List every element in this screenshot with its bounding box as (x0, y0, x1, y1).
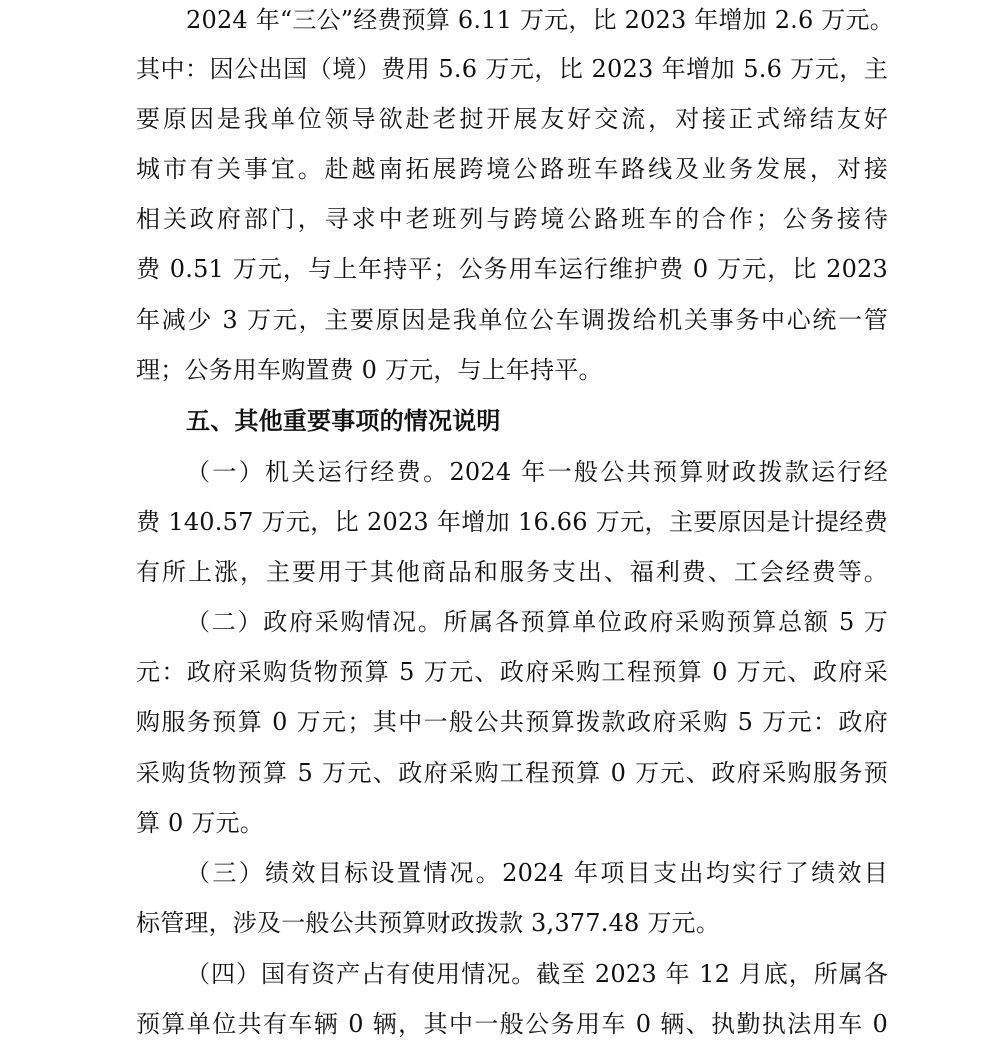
text-line: 理；公务用车购置费 0 万元，与上年持平。 (136, 356, 603, 384)
text-line: 城市有关事宜。赴越南拓展跨境公路班车路线及业务发展，对接 (136, 155, 888, 183)
text-line: 年减少 3 万元，主要原因是我单位公车调拨给机关事务中心统一管 (136, 306, 888, 334)
text-line: （二）政府采购情况。所属各预算单位政府采购预算总额 5 万 (186, 608, 888, 636)
text-line: 费 0.51 万元，与上年持平；公务用车运行维护费 0 万元，比 2023 (136, 255, 888, 283)
text-line: 元：政府采购货物预算 5 万元、政府采购工程预算 0 万元、政府采 (136, 658, 888, 686)
text-line: 预算单位共有车辆 0 辆，其中一般公务用车 0 辆、执勤执法用车 0 (136, 1010, 888, 1038)
text-line: 费 140.57 万元，比 2023 年增加 16.66 万元，主要原因是计提经费 (136, 508, 888, 536)
text-line: 有所上涨，主要用于其他商品和服务支出、福利费、工会经费等。 (136, 558, 888, 586)
text-line: 其中：因公出国（境）费用 5.6 万元，比 2023 年增加 5.6 万元，主 (136, 55, 888, 83)
section-heading: 五、其他重要事项的情况说明 (186, 407, 501, 435)
text-line: 算 0 万元。 (136, 809, 264, 837)
text-line: 购服务预算 0 万元；其中一般公共预算拨款政府采购 5 万元：政府 (136, 708, 888, 736)
text-line: 2024 年“三公”经费预算 6.11 万元，比 2023 年增加 2.6 万元。 (186, 6, 894, 34)
text-line: 采购货物预算 5 万元、政府采购工程预算 0 万元、政府采购服务预 (136, 759, 888, 787)
text-line: 相关政府部门，寻求中老班列与跨境公路班车的合作；公务接待 (136, 205, 888, 233)
text-line: （三）绩效目标设置情况。2024 年项目支出均实行了绩效目 (186, 859, 888, 887)
text-line: （四）国有资产占有使用情况。截至 2023 年 12 月底，所属各 (186, 960, 888, 988)
text-line: 要原因是我单位领导欲赴老挝开展友好交流，对接正式缔结友好 (136, 105, 888, 133)
text-line: 标管理，涉及一般公共预算财政拨款 3,377.48 万元。 (136, 909, 720, 937)
text-line: （一）机关运行经费。2024 年一般公共预算财政拨款运行经 (186, 458, 888, 486)
